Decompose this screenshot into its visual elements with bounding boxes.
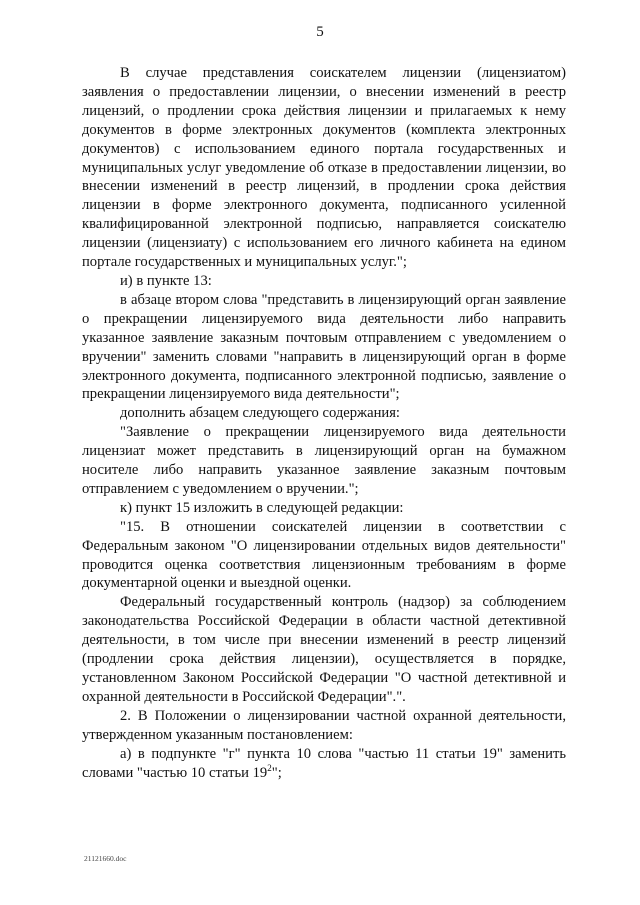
paragraph: "15. В отношении соискателей лицензии в соответствии с Федеральным законом "О лицензировании отдельных видов деятельности" проводится оценка соответствия лицензионным требованиям в форме документарной оценки и выездной оценки. — [82, 518, 566, 592]
page-number: 5 — [316, 24, 324, 40]
paragraph: к) пункт 15 изложить в следующей редакции: — [120, 499, 404, 516]
paragraph: В случае представления соискателем лицензии (лицензиатом) заявления о предоставлении лицензии, о внесении изменений в реестр лицензий, о продлении срока действия лицензии и прилагаемых к нему документов в форме электронных документов (комплекта электронных документов) с использованием единого портала государственных и муниципальных услуг уведомление об отказе в предоставлении лицензии, во внесении изменений в реестр лицензий, в продлении срока действия лицензии в форме электронного документа, подписанного усиленной квалифицированной электронной подписью, направляется соискателю лицензии (лицензиату) с использованием его личного кабинета на едином портале государственных и муниципальных услуг."; — [82, 65, 566, 271]
paragraph: дополнить абзацем следующего содержания: — [120, 405, 400, 422]
document-body — [82, 64, 566, 782]
superscript: 2 — [267, 762, 272, 773]
paragraph-last-tail: "; — [271, 764, 282, 781]
paragraph: "Заявление о прекращении лицензируемого вида деятельности лицензиат может представить в лицензирующий орган на бумажном носителе либо направить указанное заявление заказным почтовым отправлением с уведомлением о вручении."; — [82, 424, 566, 497]
footer-doc-code: 21121660.doc — [84, 854, 127, 863]
paragraph: и) в пункте 13: — [120, 272, 212, 289]
paragraph-last — [82, 745, 566, 783]
paragraph: в абзаце втором слова "представить в лицензирующий орган заявление о прекращении лицензируемого вида деятельности либо направить указанное заявление заказным почтовым отправлением с уведомлением о вручении" заменить словами "направить в лицензирующий орган в форме электронного документа, подписанного электронной подписью, заявление о прекращении лицензируемого вида деятельности"; — [82, 291, 566, 403]
paragraph: 2. В Положении о лицензировании частной охранной деятельности, утвержденном указанным постановлением: — [82, 707, 566, 743]
paragraph-last-text: а) в подпункте "г" пункта 10 слова "частью 11 статьи 19" заменить словами "частью 10 статьи 19 — [82, 745, 566, 781]
paragraph: Федеральный государственный контроль (надзор) за соблюдением законодательства Российской Федерации в области частной детективной деятельности, в том числе при внесении изменений в реестр лицензий (продлении срока действия лицензии), осуществляется в порядке, установленном Законом Российской Федерации "О частной детективной и охранной деятельности в Российской Федерации".". — [82, 594, 566, 705]
